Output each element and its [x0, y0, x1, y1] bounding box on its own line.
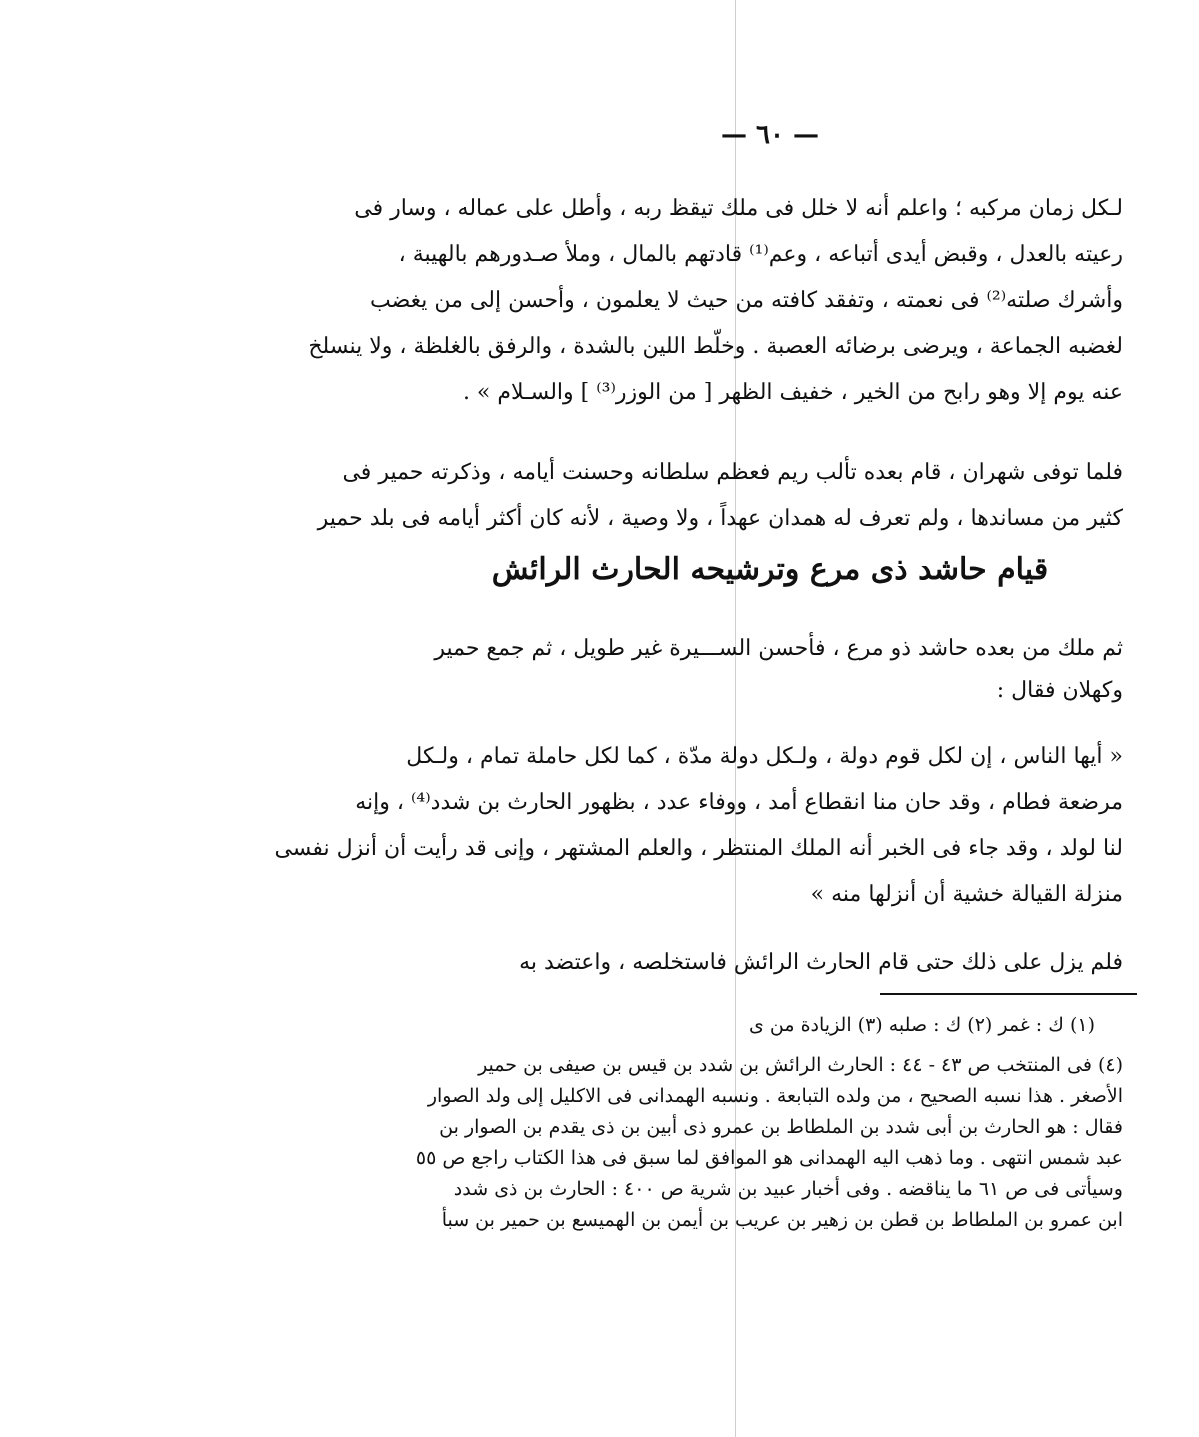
text-line: لغضبه الجماعة ، ويرضى برضائه العصبة . وخلّط اللين بالشدة ، والرفق بالغلظة ، ولا ينسلخ [308, 334, 1123, 359]
text-line: فلم يزل على ذلك حتى قام الحارث الرائش فاستخلصه ، واعتضد به [519, 950, 1123, 975]
page-number: — ٦٠ — [720, 120, 820, 150]
paragraph-2 [317, 450, 1123, 542]
text-line: رعيته بالعدل ، وقبض أيدى أتباعه ، وعم⁽¹⁾ قادتهم بالمال ، وملأ صـدورهم بالهيبة ، [398, 242, 1123, 267]
text-line: مرضعة فطام ، وقد حان منا انقطاع أمد ، ووفاء عدد ، بظهور الحارث بن شدد⁽⁴⁾ ، وإنه [355, 790, 1123, 815]
paragraph-1 [308, 186, 1123, 416]
speech-quote [274, 734, 1123, 918]
paragraph-4 [408, 940, 1123, 986]
text-line: ثم ملك من بعده حاشد ذو مرع ، فأحسن الســـيرة غير طويل ، ثم جمع حمير [434, 636, 1123, 661]
text-line: منزلة القيالة خشية أن أنزلها منه » [810, 882, 1123, 907]
text-line: كثير من مساندها ، ولم تعرف له همدان عهداً ، ولا وصية ، لأنه كان أكثر أيامه فى بلد حمير [317, 506, 1123, 531]
text-line: لنا لولد ، وقد جاء فى الخبر أنه الملك المنتظر ، والعلم المشتهر ، وإنى قد رأيت أن أنزل نفسى [274, 836, 1123, 861]
text-line: « أيها الناس ، إن لكل قوم دولة ، ولـكل دولة مدّة ، كما لكل حاملة تمام ، ولـكل [406, 744, 1123, 769]
text-line: وكهلان فقال : [996, 678, 1123, 703]
text-line: عنه يوم إلا وهو رابح من الخير ، خفيف الظهر [ من الوزر⁽³⁾ ] والسـلام » . [462, 380, 1123, 405]
text-line: لـكل زمان مركبه ؛ واعلم أنه لا خلل فى ملك تيقظ ربه ، وأطل على عماله ، وسار فى [354, 196, 1123, 221]
footnote-4 [408, 1050, 1123, 1236]
footnote-line: ابن عمرو بن الملطاط بن قطن بن زهير بن عريب بن أيمن بن الهميسع بن حمير بن سبأ [441, 1209, 1123, 1231]
footnote-line: وسيأتى فى ص ٦١ ما يناقضه . وفى أخبار عبيد بن شرية ص ٤٠٠ : الحارث بن ذى شدد [453, 1178, 1123, 1200]
section-heading: قيام حاشد ذى مرع وترشيحه الحارث الرائش [491, 552, 1049, 587]
text-line: فلما توفى شهران ، قام بعده تألب ريم فعظم سلطانه وحسنت أيامه ، وذكرته حمير فى [342, 460, 1123, 485]
footnote-line: الأصغر . هذا نسبه الصحيح ، من ولده التبابعة . ونسبه الهمدانى فى الاكليل إلى ولد الصوار [427, 1085, 1123, 1107]
footnote-divider [880, 993, 1137, 995]
paragraph-3 [408, 628, 1123, 712]
footnote-line: (١) ك : غمر (٢) ك : صلبه (٣) الزيادة من ى [748, 1014, 1095, 1036]
footnote-line: عبد شمس انتهى . وما ذهب اليه الهمدانى هو الموافق لما سبق فى هذا الكتاب راجع ص ٥٥ [415, 1147, 1123, 1169]
footnote-line: فقال : هو الحارث بن أبى شدد بن الملطاط بن عمرو ذى أبين بن ذى يقدم بن الصوار بن [439, 1116, 1123, 1138]
footnotes-short [408, 1010, 1123, 1041]
footnote-line: (٤) فى المنتخب ص ٤٣ - ٤٤ : الحارث الرائش بن شدد بن قيس بن صيفى بن حمير [478, 1054, 1123, 1076]
text-line: وأشرك صلته⁽²⁾ فى نعمته ، وتفقد كافته من حيث لا يعلمون ، وأحسن إلى من يغضب [370, 288, 1123, 313]
